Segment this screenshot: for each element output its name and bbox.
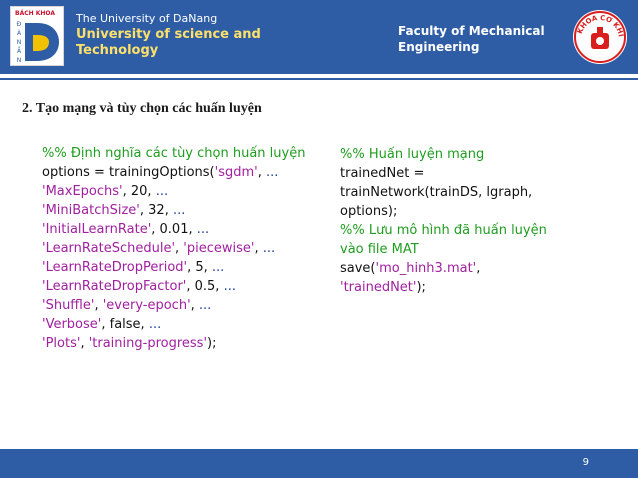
header-separator <box>0 78 638 80</box>
logo-left-letters: Đ À N Ẵ N <box>16 21 22 64</box>
slide-title: 2. Tạo mạng và tùy chọn các huấn luyện <box>22 101 262 116</box>
logo-left-text: BÁCH KHOA <box>15 10 55 17</box>
header-bar <box>0 0 638 74</box>
code-block-options: %% Định nghĩa các tùy chọn huấn luyện options = trainingOptions('sgdm', ... 'MaxEpochs', 20, ... 'MiniBatchSize', 32, ... 'InitialLearnRate', 0.01, ... 'LearnRateSchedule', 'piecewise', ... 'LearnRateDropPeriod', 5, ... 'LearnRateDropFactor', 0.5, ... 'Shuffle', 'every-epoch', ... 'Verbose', false, ... 'Plots', 'training-progress'); <box>42 146 306 351</box>
code-comment: %% Định nghĩa các tùy chọn huấn luyện <box>42 146 306 161</box>
footer-bar <box>0 449 638 478</box>
university-subtitle: University of science and Technology <box>76 27 261 58</box>
logo-right-text: KHOA CƠ KHÍ <box>575 13 625 38</box>
faculty-name: Faculty of Mechanical Engineering <box>398 24 545 54</box>
page-number: 9 <box>582 457 589 468</box>
code-block-training: %% Huấn luyện mạng trainedNet = trainNetwork(trainDS, lgraph, options); %% Lưu mô hình đã huấn luyện vào file MAT save('mo_hinh3.mat', 'trainedNet'); <box>340 147 547 295</box>
logo-d-shape-icon <box>23 21 61 63</box>
code-comment: %% Huấn luyện mạng <box>340 147 485 162</box>
bach-khoa-logo <box>10 6 64 66</box>
university-name: The University of DaNang <box>76 12 218 25</box>
faculty-logo-icon <box>572 9 628 65</box>
